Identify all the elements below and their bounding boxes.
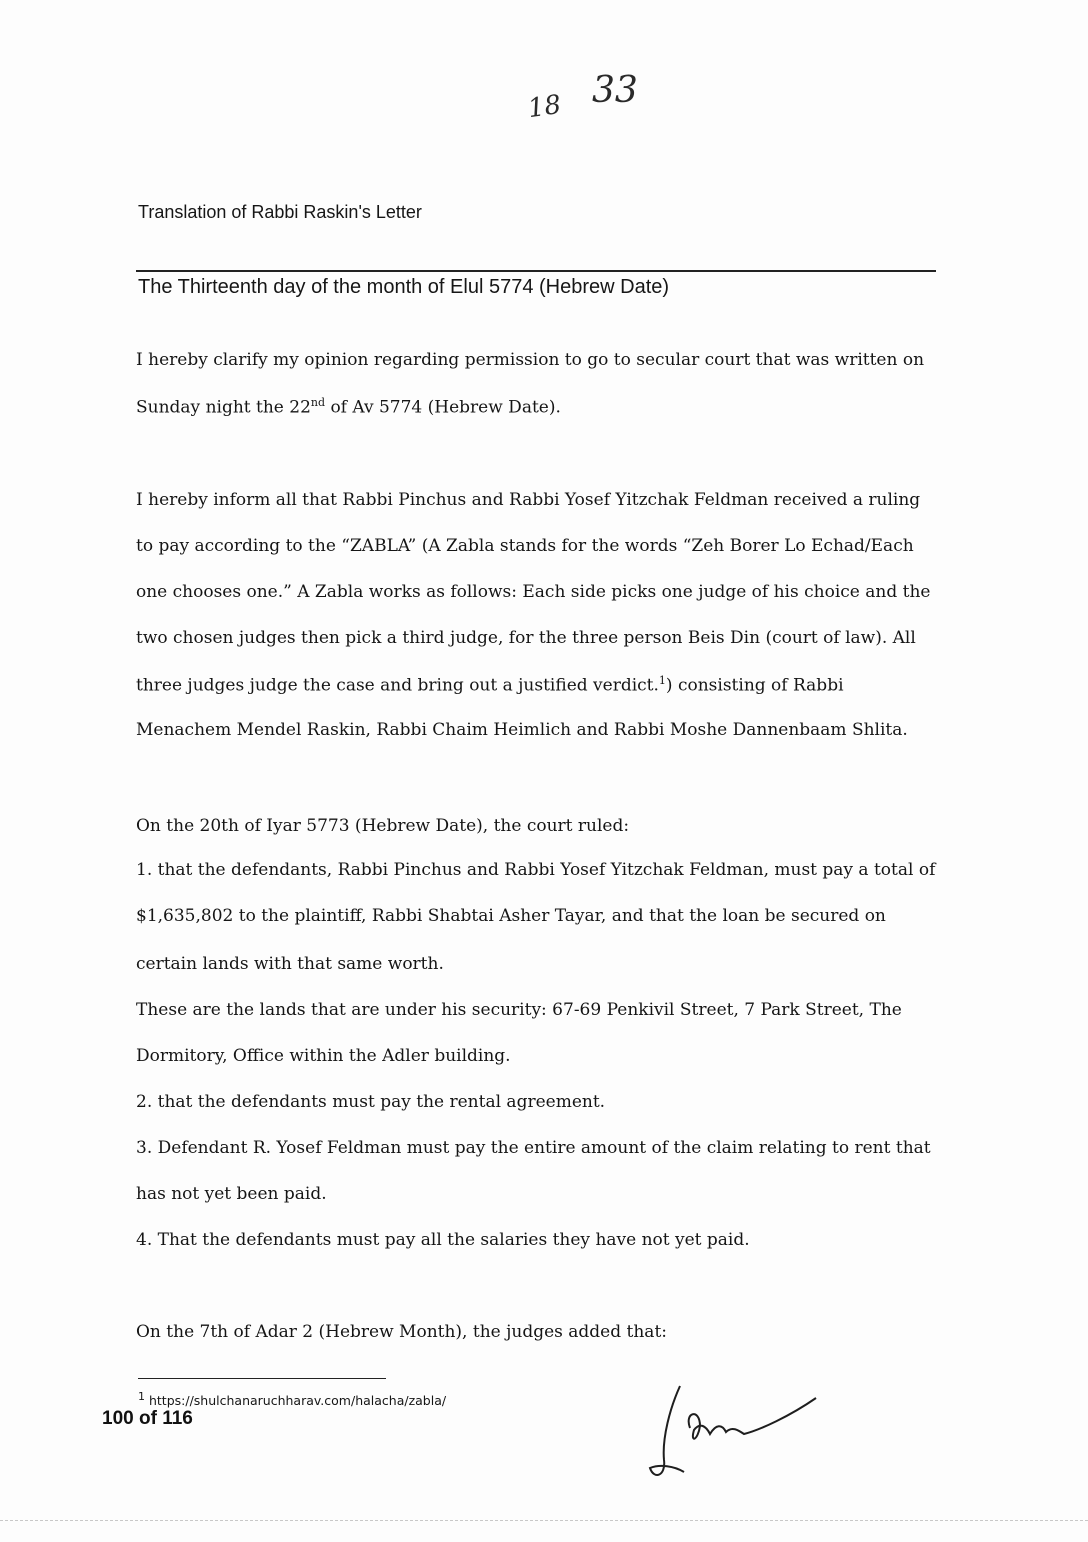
inform-line-3: one chooses one.” A Zabla works as follows: Each side picks one judge of his choice and the bbox=[136, 582, 931, 602]
inform-line-5-text-a: three judges judge the case and bring out a justified verdict. bbox=[136, 675, 659, 696]
ordinal-superscript: nd bbox=[310, 396, 326, 409]
footnote-reference: 1 bbox=[658, 674, 666, 687]
inform-line-4: two chosen judges then pick a third judge, for the three person Beis Din (court of law). All bbox=[136, 628, 916, 648]
ruling-line-5: Dormitory, Office within the Adler building. bbox=[136, 1046, 511, 1066]
clarification-line-2-text-a: Sunday night the 22 bbox=[136, 397, 311, 418]
clarification-line-2 bbox=[136, 396, 561, 418]
footnote-marker: 1 bbox=[138, 1390, 145, 1403]
ruling-line-2: $1,635,802 to the plaintiff, Rabbi Shabtai Asher Tayar, and that the loan be secured on bbox=[136, 906, 886, 926]
ruling-intro: On the 20th of Iyar 5773 (Hebrew Date), the court ruled: bbox=[136, 816, 630, 836]
clarification-line-2-text-b: of Av 5774 (Hebrew Date). bbox=[325, 397, 561, 418]
footnote-divider bbox=[138, 1378, 386, 1379]
ruling-line-3: certain lands with that same worth. bbox=[136, 954, 444, 974]
ruling-line-8: has not yet been paid. bbox=[136, 1184, 327, 1204]
inform-line-5 bbox=[136, 674, 844, 696]
bottom-edge-line bbox=[0, 1520, 1088, 1521]
footnote-url: https://shulchanaruchharav.com/halacha/zabla/ bbox=[145, 1393, 447, 1409]
addendum-line: On the 7th of Adar 2 (Hebrew Month), the judges added that: bbox=[136, 1322, 668, 1342]
ruling-line-7: 3. Defendant R. Yosef Feldman must pay the entire amount of the claim relating to rent that bbox=[136, 1138, 931, 1158]
ruling-line-9: 4. That the defendants must pay all the salaries they have not yet paid. bbox=[136, 1230, 750, 1250]
header-divider bbox=[136, 270, 936, 272]
handwritten-page-number: 33 bbox=[592, 70, 638, 111]
ruling-line-1: 1. that the defendants, Rabbi Pinchus and Rabbi Yosef Yitzchak Feldman, must pay a total of bbox=[136, 860, 936, 880]
handwritten-small-number: 18 bbox=[526, 89, 564, 125]
ruling-line-6: 2. that the defendants must pay the rental agreement. bbox=[136, 1092, 606, 1112]
inform-line-6: Menachem Mendel Raskin, Rabbi Chaim Heimlich and Rabbi Moshe Dannenbaam Shlita. bbox=[136, 720, 908, 740]
ruling-line-4: These are the lands that are under his security: 67-69 Penkivil Street, 7 Park Street, The bbox=[136, 1000, 902, 1020]
document-title: Translation of Rabbi Raskin's Letter bbox=[138, 202, 422, 222]
inform-line-5-text-b: ) consisting of Rabbi bbox=[665, 675, 844, 696]
hebrew-date-line: The Thirteenth day of the month of Elul 5774 (Hebrew Date) bbox=[138, 276, 670, 298]
inform-line-1: I hereby inform all that Rabbi Pinchus and Rabbi Yosef Yitzchak Feldman received a ruling bbox=[136, 490, 921, 510]
signature-image bbox=[640, 1368, 830, 1488]
inform-line-2: to pay according to the “ZABLA” (A Zabla stands for the words “Zeh Borer Lo Echad/Each bbox=[136, 536, 914, 556]
clarification-line-1: I hereby clarify my opinion regarding permission to go to secular court that was written on bbox=[136, 350, 925, 370]
footnote bbox=[138, 1390, 446, 1408]
page-counter: 100 of 116 bbox=[102, 1408, 193, 1429]
